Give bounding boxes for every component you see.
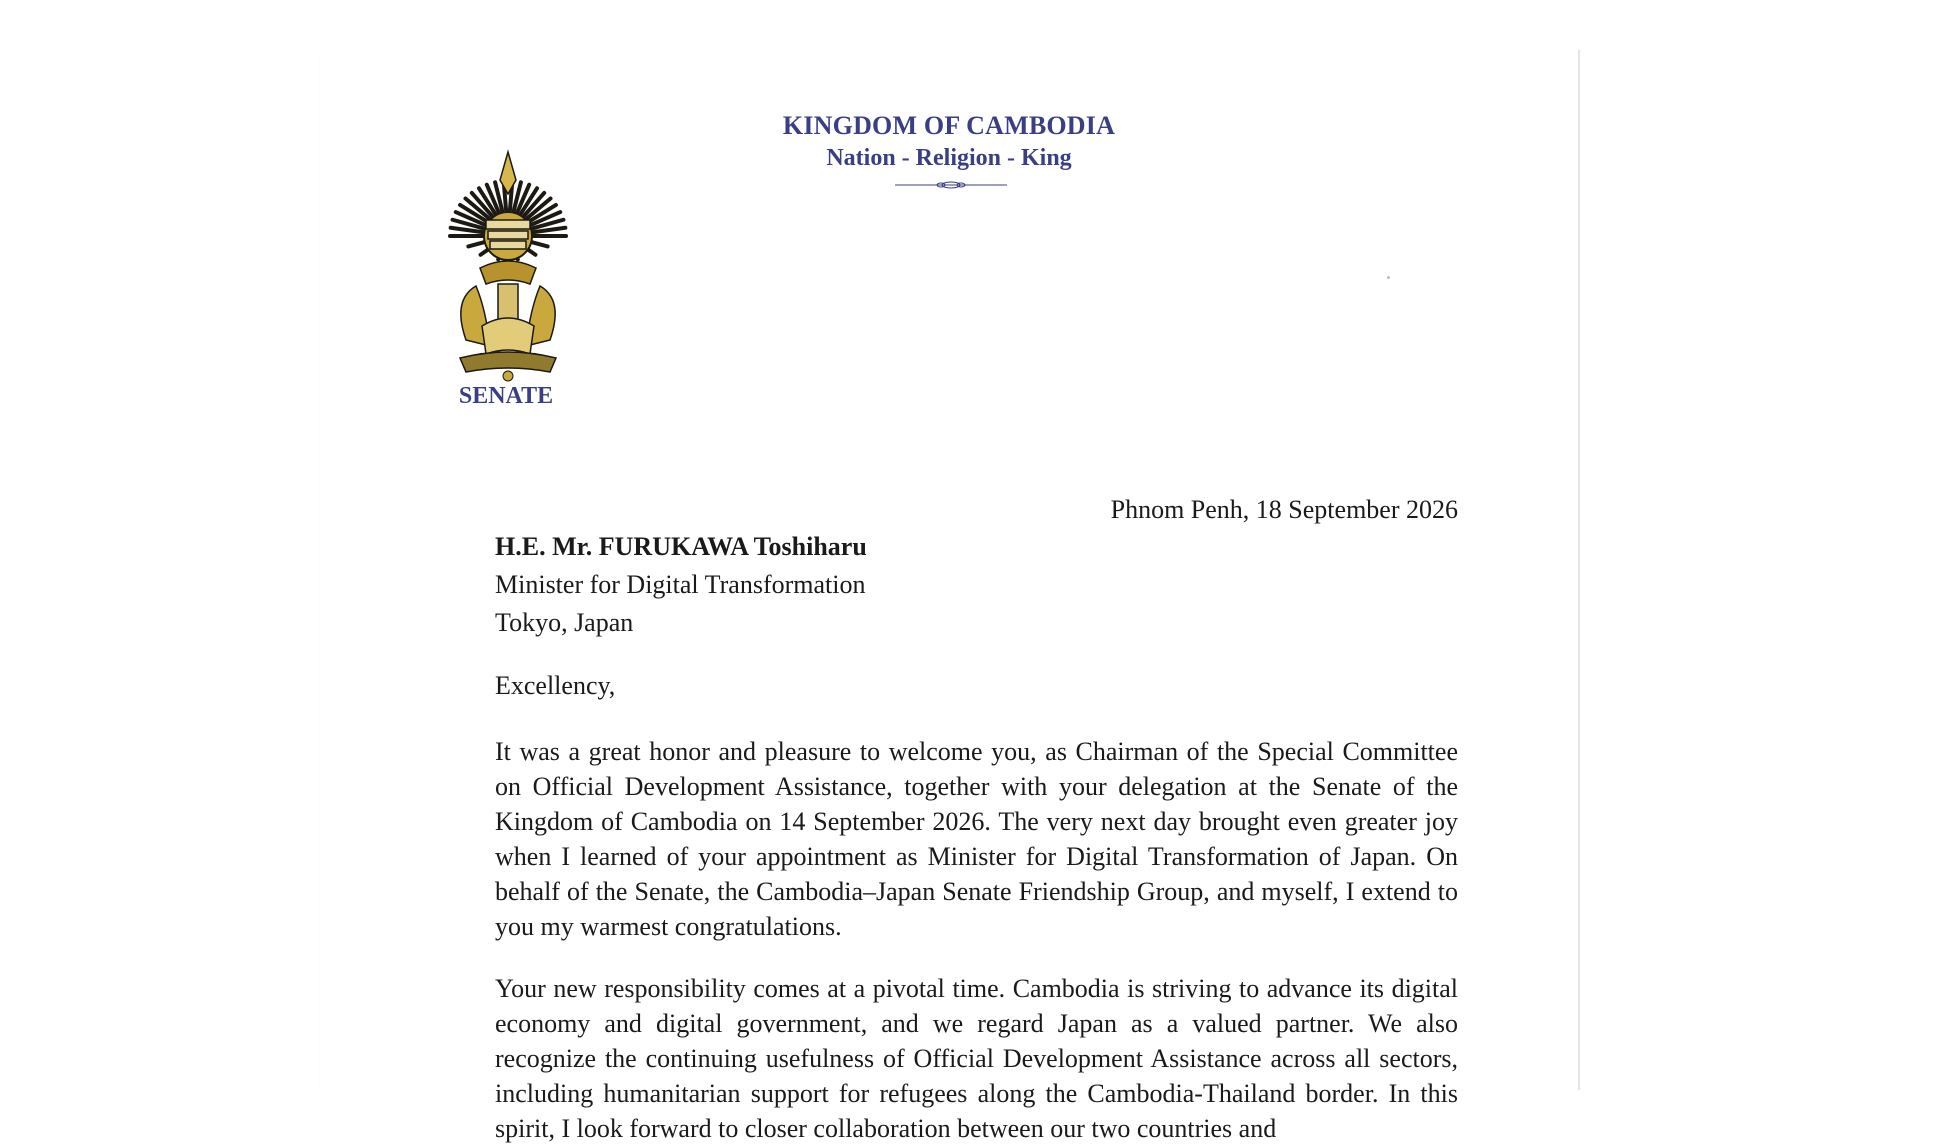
recipient-name: H.E. Mr. FURUKAWA Toshiharu — [495, 532, 867, 561]
body-paragraph-2: Your new responsibility comes at a pivotal time. Cambodia is striving to advance its digital economy and digital government, and we regard Japan as a valued partner. We also recognize the continuing usefulness of Official Development Assistance across all sectors, including humanitarian support for refugees along the Cambodia-Thailand border. In this spirit, I look forward to closer collaboration between our two countries and — [495, 974, 1458, 1143]
recipient-city: Tokyo, Japan — [495, 608, 634, 637]
country-heading: KINGDOM OF CAMBODIA — [782, 111, 1116, 140]
emblem-ray — [531, 242, 547, 246]
national-motto: Nation - Religion - King — [826, 145, 1072, 171]
royal-coat-of-arms-icon — [446, 150, 570, 382]
senate-label: SENATE — [458, 383, 554, 409]
recipient-title: Minister for Digital Transformation — [495, 570, 866, 599]
body-paragraph-1: It was a great honor and pleasure to welcome you, as Chairman of the Special Committee on Official Development Assistance, together with your delegation at the Senate of the Kingdom of Cambodia on 14 September 2026. The very next day brought even greater joy when I learned of your appointment as Minister for Digital Transformation of Japan. On behalf of the Senate, the Cambodia–Japan Senate Friendship Group, and myself, I extend to you my warmest congratulations. — [495, 737, 1458, 941]
emblem-ray — [468, 242, 484, 246]
place-date: Phnom Penh, 18 September 2026 — [1110, 495, 1458, 524]
divider-ornament-icon — [895, 181, 1007, 189]
salutation: Excellency, — [495, 671, 616, 700]
scan-speck — [1387, 276, 1390, 279]
letter-page — [320, 50, 1580, 1143]
